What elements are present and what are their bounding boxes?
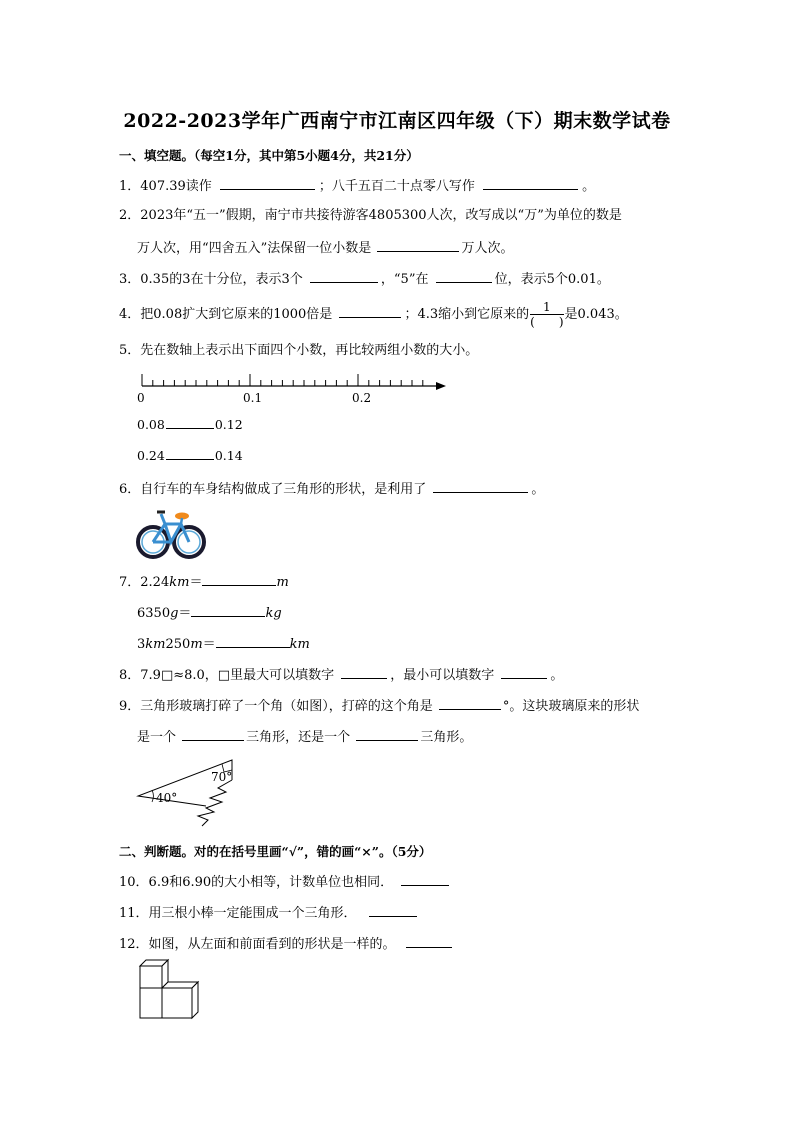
number-line-arrow (436, 382, 446, 390)
angle-label-40: 40° (156, 791, 178, 805)
q12-blank[interactable] (406, 934, 452, 948)
compare-1-left: 0.08 (137, 417, 165, 432)
q4-fraction-denominator[interactable]: ( ) (530, 315, 564, 329)
q9-text-f: 三角形。 (420, 730, 473, 745)
compare-2-left: 0.24 (137, 448, 165, 463)
q2-blank[interactable] (377, 238, 459, 252)
q6-text-b: 。 (531, 482, 545, 497)
q8-blank-2[interactable] (501, 665, 547, 679)
compare-row-1 (137, 415, 243, 434)
q10-text: 10．6.9和6.90的大小相等，计数单位也相同． (119, 875, 394, 890)
q9-blank-1[interactable] (439, 696, 501, 710)
q11-blank[interactable] (369, 903, 417, 917)
q4-text-b: ；4.3缩小到它原来的 (404, 307, 530, 322)
q10-blank[interactable] (401, 872, 449, 886)
q7-blank-3[interactable] (216, 634, 290, 648)
q4-blank-1[interactable] (339, 304, 401, 318)
q3-text-c: 位，表示5个0.01。 (494, 272, 610, 287)
q4-fraction (530, 300, 563, 329)
section-1-heading: 一、填空题。（每空1分，其中第5小题4分，共21分） (119, 148, 419, 163)
q7-value-2: 6350 (137, 606, 171, 621)
q7-equals-1: ＝ (189, 575, 203, 590)
q7-equals-2: ＝ (178, 606, 192, 621)
compare-1-blank[interactable] (166, 415, 214, 429)
tick-label-0-1: 0.1 (243, 391, 263, 405)
question-1 (119, 176, 595, 196)
compare-2-right: 0.14 (214, 448, 243, 463)
q7-unit-km-2: km (145, 637, 166, 652)
q1-text-c: 。 (582, 179, 596, 194)
compare-row-2 (137, 446, 243, 465)
number-line[interactable] (136, 366, 456, 406)
page-title: 2022-2023学年广西南宁市江南区四年级（下）期末数学试卷 (123, 110, 671, 132)
compare-2-blank[interactable] (166, 446, 214, 460)
q7-unit-g: g (170, 606, 179, 621)
question-7-row-2 (137, 603, 282, 623)
question-6 (119, 479, 544, 499)
compare-1-right: 0.12 (214, 417, 243, 432)
angle-label-70: 70° (211, 770, 233, 784)
question-5: 5．先在数轴上表示出下面四个小数，再比较两组小数的大小。 (119, 343, 479, 358)
q9-degree: ° (502, 699, 510, 714)
q9-blank-2[interactable] (182, 727, 244, 741)
q8-text-c: 。 (550, 668, 564, 683)
q9-blank-3[interactable] (356, 727, 418, 741)
q7-value-3b: 250 (165, 637, 191, 652)
question-7-row-3 (137, 634, 310, 654)
q7-blank-2[interactable] (191, 603, 265, 617)
question-2-line-1: 2．2023年“五一”假期，南宁市共接待游客4805300人次，改写成以“万”为单位的数是 (119, 208, 622, 223)
question-11 (119, 903, 417, 923)
question-9-line-2 (137, 727, 472, 747)
bicycle-image (135, 502, 207, 560)
q7-blank-1[interactable] (202, 572, 276, 586)
q6-blank[interactable] (433, 479, 528, 493)
question-12 (119, 934, 452, 954)
q3-blank-1[interactable] (310, 269, 378, 283)
question-3 (119, 269, 610, 289)
q8-text-b: ，最小可以填数字 (390, 668, 495, 683)
q7-unit-m: m (276, 575, 289, 590)
q7-unit-km-3: km (289, 637, 310, 652)
q4-fraction-numerator: 1 (530, 300, 563, 315)
q4-text-a: 4．把0.08扩大到它原来的1000倍是 (119, 307, 333, 322)
q9-text-a: 9．三角形玻璃打碎了一个角（如图），打碎的这个角是 (119, 699, 433, 714)
q4-text-c: 是0.043。 (564, 307, 628, 322)
q1-text-b: ；八千五百二十点零八写作 (318, 179, 475, 194)
q1-blank-1[interactable] (220, 176, 315, 190)
q9-text-c: 。这块玻璃原来的形状 (509, 699, 640, 714)
q12-text: 12．如图，从左面和前面看到的形状是一样的。 (119, 937, 396, 952)
q3-text-a: 3．0.35的3在十分位，表示3个 (119, 272, 303, 287)
q7-equals-3: ＝ (202, 637, 216, 652)
q3-blank-2[interactable] (436, 269, 492, 283)
q2-text-a: 万人次，用“四舍五入”法保留一位小数是 (137, 241, 372, 256)
q9-text-d: 是一个 (137, 730, 177, 745)
question-2-line-2 (137, 238, 513, 258)
section-2-heading: 二、判断题。对的在括号里画“√”，错的画“×”。（5分） (119, 844, 432, 859)
q8-text-a: 8．7.9□≈8.0，□里最大可以填数字 (119, 668, 335, 683)
q7-value-3a: 3 (137, 637, 146, 652)
q7-unit-kg: kg (265, 606, 282, 621)
q8-blank-1[interactable] (341, 665, 387, 679)
question-4 (119, 300, 628, 329)
q2-text-b: 万人次。 (461, 241, 514, 256)
q9-text-e: 三角形，还是一个 (246, 730, 351, 745)
q7-unit-m-2: m (190, 637, 203, 652)
q1-blank-2[interactable] (483, 176, 578, 190)
number-line-ticks (142, 374, 423, 386)
cube-stack-diagram (136, 956, 206, 1022)
q11-text: 11．用三根小棒一定能围成一个三角形． (119, 906, 357, 921)
q1-text-a: 1．407.39读作 (119, 179, 212, 194)
question-7-row-1 (119, 572, 289, 592)
question-10 (119, 872, 449, 892)
tick-label-0: 0 (137, 391, 145, 405)
question-9-line-1 (119, 696, 639, 716)
tick-label-0-2: 0.2 (352, 391, 372, 405)
q6-text-a: 6．自行车的车身结构做成了三角形的形状，是利用了 (119, 482, 427, 497)
question-8 (119, 665, 563, 685)
q7-unit-km: km (169, 575, 190, 590)
q3-text-b: ，“5”在 (380, 272, 429, 287)
q7-value-1: 7．2.24 (119, 575, 170, 590)
